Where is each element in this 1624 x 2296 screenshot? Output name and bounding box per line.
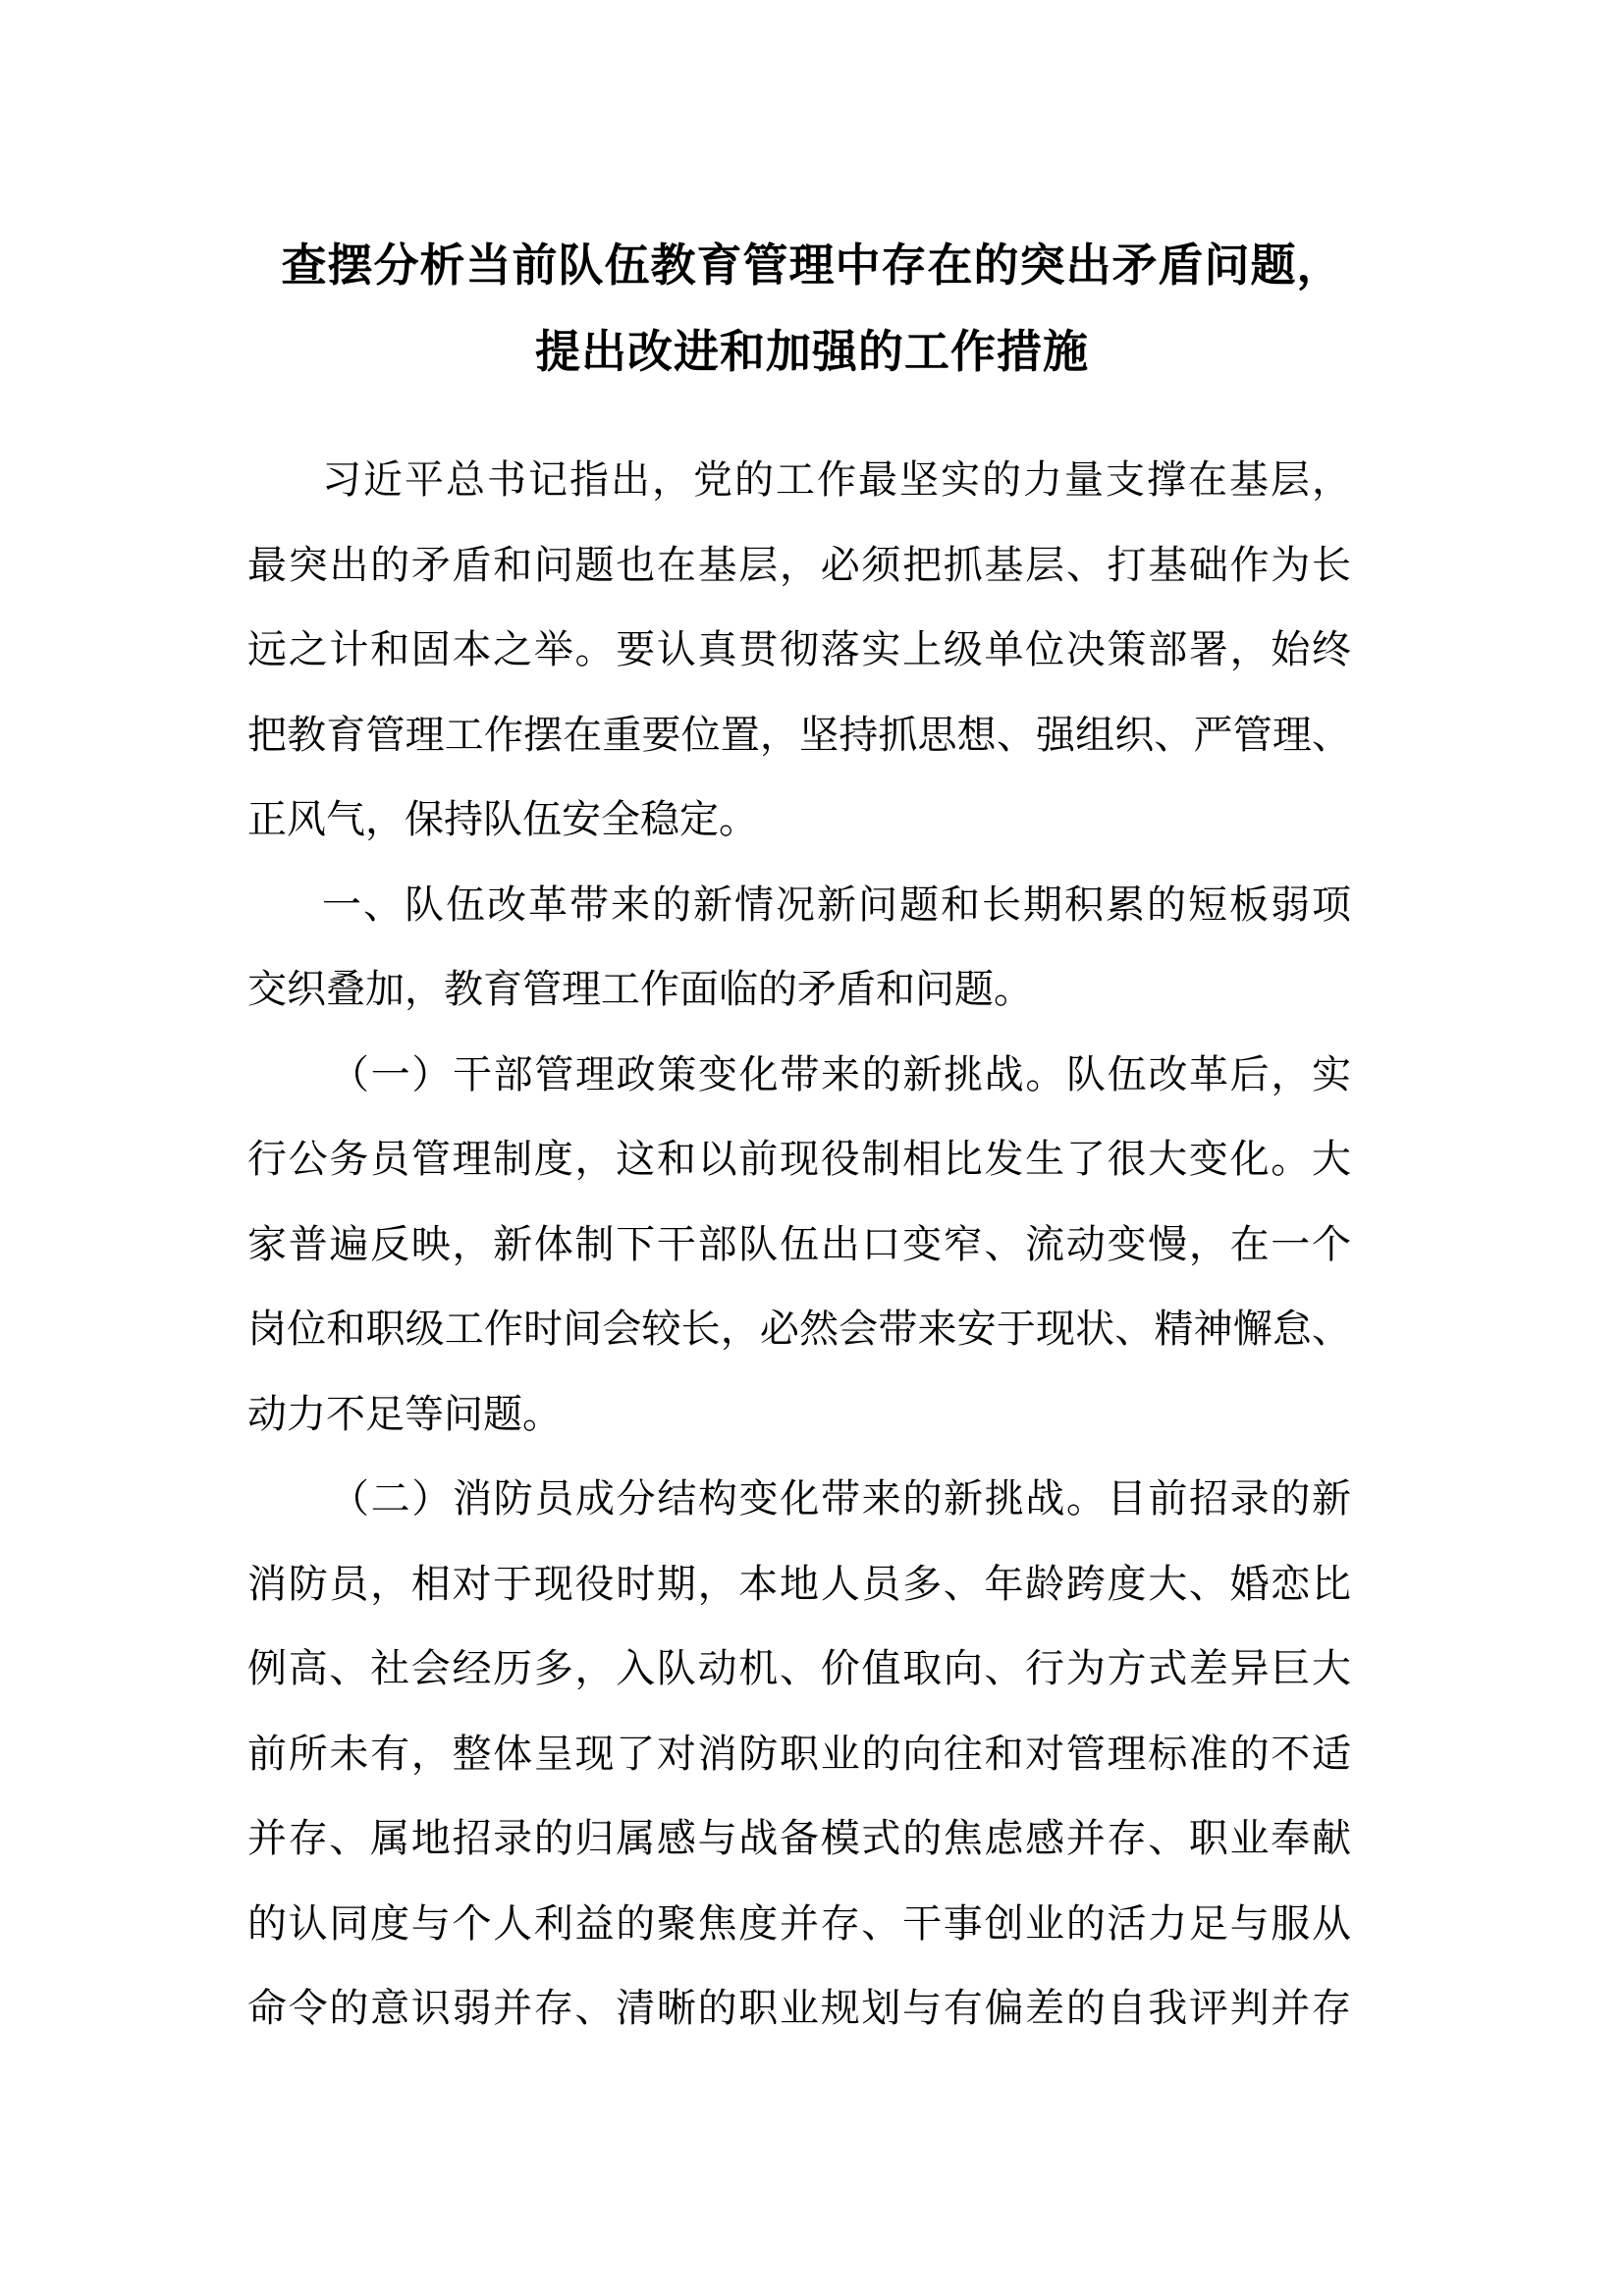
text-line: （二）消防员成分结构变化带来的新挑战。目前招录的新 bbox=[330, 1476, 1351, 1522]
text-line: 把教育管理工作摆在重要位置，坚持抓思想、强组织、严管理、 bbox=[247, 712, 1351, 758]
title-line-2: 提出改进和加强的工作措施 bbox=[535, 325, 1089, 378]
paragraph-subsection-2 bbox=[247, 1457, 1351, 2052]
document-body bbox=[247, 438, 1351, 2052]
section-heading-1 bbox=[247, 863, 1351, 1033]
text-line: （一）干部管理政策变化带来的新挑战。队伍改革后，实 bbox=[330, 1051, 1351, 1097]
paragraph-intro bbox=[247, 438, 1351, 863]
text-line: 命令的意识弱并存、清晰的职业规划与有偏差的自我评判并存 bbox=[247, 1986, 1351, 2031]
document-title bbox=[0, 222, 1624, 395]
text-line: 消防员，相对于现役时期，本地人员多、年龄跨度大、婚恋比 bbox=[247, 1561, 1351, 1607]
text-line: 行公务员管理制度，这和以前现役制相比发生了很大变化。大 bbox=[247, 1137, 1351, 1182]
text-line: 习近平总书记指出，党的工作最坚实的力量支撑在基层， bbox=[322, 457, 1351, 503]
text-line: 的认同度与个人利益的聚焦度并存、干事创业的活力足与服从 bbox=[247, 1900, 1351, 1947]
text-line: 最突出的矛盾和问题也在基层，必须把抓基层、打基础作为长 bbox=[247, 542, 1351, 588]
text-line: 远之计和固本之举。要认真贯彻落实上级单位决策部署，始终 bbox=[247, 627, 1351, 672]
title-line-1: 查摆分析当前队伍教育管理中存在的突出矛盾问题， bbox=[281, 239, 1343, 292]
text-line: 动力不足等问题。 bbox=[247, 1391, 562, 1437]
text-line: 正风气，保持队伍安全稳定。 bbox=[247, 797, 758, 842]
text-line: 并存、属地招录的归属感与战备模式的焦虑感并存、职业奉献 bbox=[247, 1816, 1351, 1861]
text-line: 一、队伍改革带来的新情况新问题和长期积累的短板弱项 bbox=[322, 881, 1351, 928]
text-line: 例高、社会经历多，入队动机、价值取向、行为方式差异巨大 bbox=[247, 1646, 1351, 1691]
text-line: 岗位和职级工作时间会较长，必然会带来安于现状、精神懈怠、 bbox=[247, 1307, 1351, 1352]
text-line: 家普遍反映，新体制下干部队伍出口变窄、流动变慢，在一个 bbox=[247, 1221, 1351, 1267]
text-line: 前所未有，整体呈现了对消防职业的向往和对管理标准的不适 bbox=[247, 1731, 1351, 1777]
text-line: 交织叠加，教育管理工作面临的矛盾和问题。 bbox=[247, 967, 1033, 1012]
paragraph-subsection-1 bbox=[247, 1033, 1351, 1458]
